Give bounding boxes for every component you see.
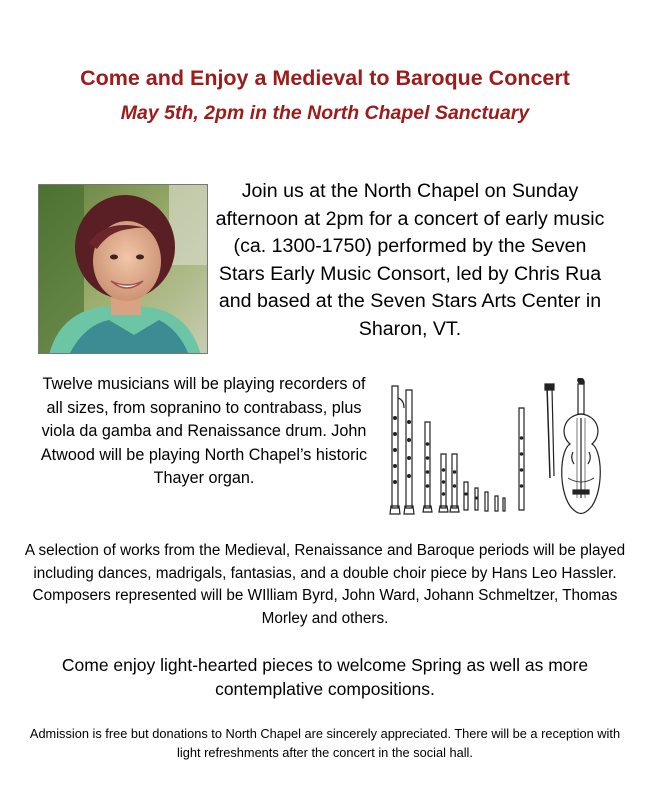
concert-date-location: May 5th, 2pm in the North Chapel Sanctuary	[120, 102, 530, 124]
intro-paragraph: Join us at the North Chapel on Sunday afternoon at 2pm for a concert of early music (ca. 1300-1750) performed by the Seven Stars Early Music Consort, led by Chris Rua and based at the Seven Stars Arts Center in Sharon, VT.	[215, 180, 605, 340]
viola-da-gamba-icon	[562, 378, 601, 514]
instruments-illustration	[382, 378, 614, 520]
admission-note: Admission is free but donations to North Chapel are sincerely appreciated. There will be a reception with light refreshments after the concert in the social hall.	[29, 726, 621, 760]
recorder-icon	[390, 386, 404, 514]
concert-title: Come and Enjoy a Medieval to Baroque Concert	[80, 66, 570, 90]
musicians-paragraph: Twelve musicians will be playing recorders of all sizes, from sopranino to contrabass, plus viola da gamba and Renaissance drum. John Atwood will be playing North Chapel’s historic Thayer organ.	[40, 375, 368, 487]
program-paragraph: A selection of works from the Medieval, Renaissance and Baroque periods will be played including dances, madrigals, fantasias, and a double choir piece by Hans Leo Hassler. Composers represented will be WIlliam Byrd, John Ward, Johann Schmeltzer, Thomas Morley and others.	[24, 542, 626, 627]
invitation-paragraph: Come enjoy light-hearted pieces to welcome Spring as well as more contemplative compositions.	[61, 655, 589, 699]
bow-icon	[545, 384, 554, 478]
performer-photo	[38, 184, 208, 354]
